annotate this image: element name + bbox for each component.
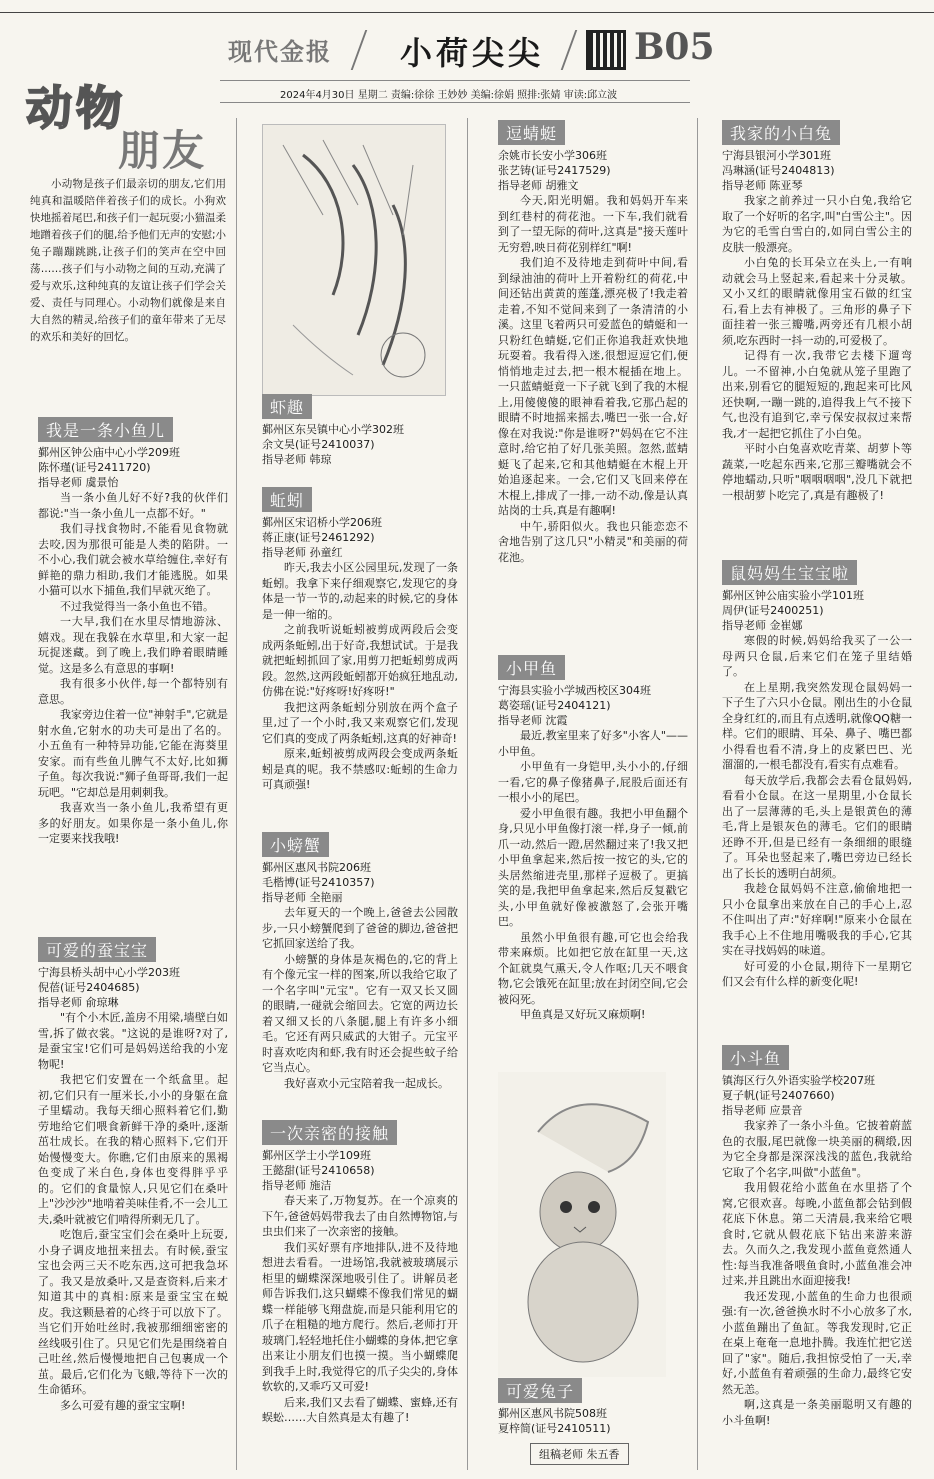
article-author: 夏子帆(证号2407660)	[722, 1089, 835, 1102]
article-teacher: 指导老师 施洁	[262, 1179, 332, 1192]
article-title: 鼠妈妈生宝宝啦	[722, 560, 857, 585]
article-teacher: 指导老师 应景音	[722, 1104, 803, 1117]
article-teacher: 指导老师 孙童红	[262, 546, 343, 559]
article-author: 张艺铸(证号2417529)	[498, 164, 611, 177]
intro-title-1: 动物	[26, 81, 126, 135]
article-author: 王懿甜(证号2410658)	[262, 1164, 375, 1177]
article-title: 小甲鱼	[498, 655, 565, 680]
article-author: 倪蓓(证号2404685)	[38, 981, 140, 994]
article-teacher: 指导老师 韩琼	[262, 453, 332, 466]
article-teacher: 指导老师 全艳丽	[262, 891, 343, 904]
article-school: 鄞州区惠风书院508班	[498, 1407, 607, 1420]
article-school: 鄞州区钟公庙实验小学101班	[722, 589, 864, 602]
article-title: 虾趣	[262, 394, 312, 419]
article-author: 陈怀瑾(证号2411720)	[38, 461, 151, 474]
page-number: B05	[634, 26, 715, 68]
article-white-rabbit: 我家的小白兔 宁海县银河小学301班 冯琳涵(证号2404813) 指导老师 陈亚琴 我家之前养过一只小白兔,我给它取了一个好听的名字,叫"白雪公主"。因为它的毛雪白雪白的,如同白雪公主的皮肤一般漂亮。 小白兔的长耳朵立在头上,一有响动就会马上竖起来,看起来十分灵敏。又小又红的眼睛就像用宝石做的红宝石,看上去有神极了。三角形的鼻子下面挂着一张三瓣嘴,两旁还有几根小胡须,吃东西时一抖一动的,可爱极了。 记得有一次,我带它去楼下遛弯儿。一不留神,小白兔就从笼子里跑了出来,别看它的腿短短的,跑起来可比风还快啊,一蹦一跳的,追得我上气不接下气,也没有追到它,幸亏保安叔叔过来帮我,才一起把它抓住了小白兔。 平时小白兔喜欢吃青菜、胡萝卜等蔬菜,一吃起东西来,它那三瓣嘴就会不停地蠕动,只听"咽咽咽咽",没几下就把一根胡萝卜吃完了,真是有趣极了!	[722, 120, 912, 560]
article-author: 周伊(证号2400251)	[722, 604, 824, 617]
article-author: 冯琳涵(证号2404813)	[722, 164, 835, 177]
article-title: 一次亲密的接触	[262, 1120, 397, 1145]
article-author: 毛楷博(证号2410357)	[262, 876, 375, 889]
article-title: 蚯蚓	[262, 487, 312, 512]
article-school: 镇海区行久外语实验学校207班	[722, 1074, 875, 1087]
article-school: 宁海县银河小学301班	[722, 149, 831, 162]
intro-title-2: 朋友	[118, 126, 207, 175]
article-earthworm: 蚯蚓 鄞州区宋诏桥小学206班 蒋正康(证号2461292) 指导老师 孙童红 昨天,我去小区公园里玩,发现了一条蚯蚓。我拿下来仔细观察它,发现它的身体是一节一节的,动起来的时候,它的身体是一伸一缩的。 之前我听说蚯蚓被剪成两段后会变成两条蚯蚓,出于好奇,我想试试。于是我就把蚯蚓抓回了家,用剪刀把蚯蚓剪成两段。忽然,这两段蚯蚓都开始疯狂地乱动,仿佛在说:"好疼呀!好疼呀!" 我把这两条蚯蚓分别放在两个盒子里,过了一个小时,我又来观察它们,发现它们真的变成了两条蚯蚓,这真的好神奇! 原来,蚯蚓被剪成两段会变成两条蚯蚓是真的呢。我不禁感叹:蚯蚓的生命力可真顽强!	[262, 487, 458, 817]
article-rabbit	[498, 1378, 688, 1438]
article-school: 鄞州区宋诏桥小学206班	[262, 516, 382, 529]
article-author: 夏梓简(证号2410511)	[498, 1422, 611, 1435]
section-title: 小荷尖尖	[400, 34, 545, 72]
article-title: 我是一条小鱼儿	[38, 417, 173, 442]
article-school: 鄞州区钟公庙中心小学209班	[38, 446, 180, 459]
article-title: 小螃蟹	[262, 832, 329, 857]
article-title: 小斗鱼	[722, 1045, 789, 1070]
article-betta-fish: 小斗鱼 镇海区行久外语实验学校207班 夏子帆(证号2407660) 指导老师 应景音 我家养了一条小斗鱼。它披着蔚蓝色的衣服,尾巴就像一块美丽的稠缎,因为它全身都是深深浅浅的蓝色,我就给它取了个名字,叫做"小蓝鱼"。 我用假花给小蓝鱼在水里搭了个窝,它很欢喜。每晚,小蓝鱼都会钻到假花底下休息。第二天清晨,我来给它喂食时,它就从假花底下钻出来游来游去。久而久之,我发现小蓝鱼竟然通人性:每当我准备喂鱼食时,小蓝鱼准会冲过来,并且跳出水面迎接我! 我还发现,小蓝鱼的生命力也很顽强:有一次,爸爸换水时不小心放多了水,小蓝鱼蹦出了鱼缸。等我发现时,它正在桌上奄奄一息地扑腾。我连忙把它送回了"家"。随后,我担惊受怕了一天,幸好,小蓝鱼有着顽强的生命力,最终它安然无恙。 啊,这真是一条美丽聪明又有趣的小斗鱼啊!	[722, 1045, 912, 1470]
article-teacher: 指导老师 虞景怡	[38, 476, 119, 489]
article-hamster: 鼠妈妈生宝宝啦 鄞州区钟公庙实验小学101班 周伊(证号2400251) 指导老师 金崔娜 寒假的时候,妈妈给我买了一公一母两只仓鼠,后来它们在笼子里结婚了。 在上星期,我突然发现仓鼠妈妈一下子生了六只小仓鼠。刚出生的小仓鼠全身红红的,而且有点透明,就像QQ糖一样。它们的眼睛、耳朵、鼻子、嘴巴都小得看也看不清,身上的皮紧巴巴、光溜溜的,一根毛都没有,看实有点难看。 每天放学后,我都会去看仓鼠妈妈,看看小仓鼠。在这一星期里,小仓鼠长出了一层薄薄的毛,头上是银黄色的薄毛,背上是银灰色的薄毛。它们的眼睛还睁不开,但是已经有一条细细的眼缝了。耳朵也竖起来了,嘴巴旁边已经长出了长长的透明白胡须。 我趁仓鼠妈妈不注意,偷偷地把一只小仓鼠拿出来放在自己的手心上,忍不住叫出了声:"好痒啊!"原来小仓鼠在我手心上不住地用嘴吸我的手心,它其实在寻找妈妈的味道。 好可爱的小仓鼠,期待下一星期它们又会有什么样的新变化呢!	[722, 560, 912, 1040]
rabbit-icon	[498, 1072, 666, 1377]
intro-text: 小动物是孩子们最亲切的朋友,它们用纯真和温暖陪伴着孩子们的成长。小狗欢快地摇着尾巴,和孩子们一起玩耍;小猫温柔地蹭着孩子们的腿,给予他们无声的安慰;小兔子蹦蹦跳跳,让孩子们的笑声在空中回荡……孩子们与小动物之间的互动,充满了爱与欢乐,这种纯真的友谊让孩子们学会关爱、责任与同理心。小动物们就像是来自大自然的精灵,给孩子们的童年带来了无尽的欢乐和美好的回忆。	[30, 178, 226, 343]
article-title: 我家的小白兔	[722, 120, 840, 145]
article-author: 蒋正康(证号2461292)	[262, 531, 375, 544]
article-school: 宁海县实验小学城西校区304班	[498, 684, 651, 697]
article-dragonfly: 逗蜻蜓 余姚市长安小学306班 张艺铸(证号2417529) 指导老师 胡雅文 今天,阳光明媚。我和妈妈开车来到红巷村的荷花池。一下车,我们就看到了一望无际的荷叶,这真是"接天莲叶无穷碧,映日荷花别样红"啊! 我们迫不及待地走到荷叶中间,看到绿油油的荷叶上开着粉红的荷花,中间还钻出黄黄的莲蓬,漂亮极了!我走着走着,不知不觉间来到了一条清清的小溪。这里飞着两只可爱蓝色的蜻蜓和一只粉红色蜻蜓,它们正你追我赶欢快地玩耍着。我看得入迷,很想逗逗它们,便悄悄地走过去,把一根木棍插在地上。一只蓝蜻蜓竟一下子就飞到了我的木棍上,用傻傻傻的眼神看着我,它那凸起的眼睛不时地摇来摇去,嘴巴一张一合,好像在对我说:"你是谁呀?"妈妈在它不注意时,给它拍了好几张美照。忽然,蓝蜻蜓飞了起来,它和其他蜻蜓在木棍上开始追逐起来。一会,它们又飞回来停在木棍上,排成了一排,一动不动,像是认真站岗的士兵,真是有趣啊! 中午,骄阳似火。我也只能恋恋不舍地告别了这几只"小精灵"和美丽的荷花池。	[498, 120, 688, 650]
article-title: 可爱的蚕宝宝	[38, 937, 156, 962]
article-teacher: 指导老师 胡雅文	[498, 179, 579, 192]
editor-credit-text: 组稿老师 朱五香	[539, 1448, 620, 1461]
article-silkworm: 可爱的蚕宝宝 宁海县桥头胡中心小学203班 倪蓓(证号2404685) 指导老师 俞琼琳 "有个小木匠,盖房不用梁,墙壁白如雪,拆了做衣裳。"这说的是谁呀?对了,是蚕宝宝!它们可是妈妈送给我的小宠物呢! 我把它们安置在一个纸盒里。起初,它们只有一厘米长,小小的身躯在盒子里蠕动。我每天细心照料着它们,勤劳地给它们喂食新鲜干净的桑叶,逐渐茁壮成长。在我的精心照料下,它们开始慢慢变大。你瞧,它们由原来的黑褐色变成了米白色,身体也变得胖乎乎的。它们的食量惊人,只见它们在桑叶上"沙沙沙"地啃着美味佳肴,不一会儿工夫,桑叶就被它们啃得所剩无几了。 吃饱后,蚕宝宝们会在桑叶上玩耍,小身子调皮地扭来扭去。有时候,蚕宝宝也会两三天不吃东西,这可把我急坏了。我又是放桑叶,又是查资料,后来才知道其中的真相:原来是蚕宝宝在蜕皮。我这颗悬着的心终于可以放下了。当它们开始吐丝时,我被那细细密密的丝线吸引住了。只见它们先是围绕着自己吐丝,然后慢慢地把自己包裹成一个茧。最后,它们化为飞蛾,等待下一次的生命循环。 多么可爱有趣的蚕宝宝啊!	[38, 937, 228, 1469]
masthead-slash	[351, 30, 368, 70]
shrimp-drawing	[262, 124, 446, 396]
article-teacher: 指导老师 沈霞	[498, 714, 568, 727]
masthead-slash-2	[561, 30, 578, 70]
article-insect-museum: 一次亲密的接触 鄞州区学士小学109班 王懿甜(证号2410658) 指导老师 施洁 春天来了,万物复苏。在一个凉爽的下午,爸爸妈妈带我去了由自然博物馆,与虫虫们来了一次亲密的接触。 我们买好票有序地排队,进不及待地想进去看看。一进场馆,我就被玻璃展示柜里的蝴蝶深深地吸引住了。讲解员老师告诉我们,这只蝴蝶不像我们常见的蝴蝶一样能够飞翔盘旋,而是只能利用它的爪子在粗糙的地方爬行。然后,老师打开玻璃门,轻轻地托住小蝴蝶的身体,把它拿出来让小朋友们也摸一摸。当小蝴蝶爬到我手上时,我觉得它的爪子尖尖的,身体软软的,又乖巧又可爱! 后来,我们又去看了蝴蝶、蜜蜂,还有蜈蚣……大自然真是太有趣了!	[262, 1120, 458, 1470]
article-author: 葛姿瑶(证号2404121)	[498, 699, 611, 712]
article-school: 鄞州区东吴镇中心小学302班	[262, 423, 404, 436]
qr-code-icon	[586, 30, 626, 70]
article-title: 可爱兔子	[498, 1378, 582, 1403]
editor-credit	[530, 1443, 629, 1465]
article-teacher: 指导老师 金崔娜	[722, 619, 803, 632]
article-shrimp	[262, 394, 458, 484]
article-title: 逗蜻蜓	[498, 120, 565, 145]
article-teacher: 指导老师 陈亚琴	[722, 179, 803, 192]
article-school: 余姚市长安小学306班	[498, 149, 607, 162]
article-teacher: 指导老师 俞琼琳	[38, 996, 119, 1009]
issue-info: 2024年4月30日 星期二 责编:徐徐 王妙妙 美编:徐娟 照排:张婧 审读:邱立波	[280, 90, 618, 101]
rabbit-drawing	[498, 1072, 666, 1377]
article-school: 鄞州区惠风书院206班	[262, 861, 371, 874]
article-fish: 我是一条小鱼儿 鄞州区钟公庙中心小学209班 陈怀瑾(证号2411720) 指导老师 虞景怡 当一条小鱼儿好不好?我的伙伴们都说:"当一条小鱼儿一点都不好。" 我们寻找食物时,不能看见食物就去咬,因为那很可能是人类的陷阱。一不小心,我们就会被水草给缠住,幸好有鲜艳的鼎力相助,我们才能逃脱。如果小猫可以水下捕鱼,我们早就灭绝了。 不过我觉得当一条小鱼也不错。 一大早,我们在水里尽情地游泳、嬉戏。现在我躲在水草里,和大家一起玩捉迷藏。到了晚上,我们睁着眼睛睡觉。这是多么有意思的事啊! 我有很多小伙伴,每一个都特别有意思。 我家旁边住着一位"神射手",它就是射水鱼,它射水的功夫可是出了名的。小五鱼有一种特异功能,它能在海葵里安家。而有些鱼儿脾气不太好,比如狮子鱼。每次我说:"狮子鱼哥哥,我们一起玩吧。"它却总是用刺刺我。 我喜欢当一条小鱼儿,我希望有更多的好朋友。如果你是一条小鱼儿,你一定要来找我哦!	[38, 417, 228, 937]
article-crab: 小螃蟹 鄞州区惠风书院206班 毛楷博(证号2410357) 指导老师 全艳丽 去年夏天的一个晚上,爸爸去公园散步,一只小螃蟹爬到了爸爸的脚边,爸爸把它抓回家送给了我。 小螃蟹的身体是灰褐色的,它的背上有个像元宝一样的图案,所以我给它取了一个名字叫"元宝"。它有一双又长又圆的眼睛,一碰就会缩回去。它宽的两边长着又细又长的八条腿,腿上有许多小细毛。它还有两只威武的大钳子。元宝平时喜欢吃肉和虾,我有时还会捉些蚊子给它当点心。 我好喜欢小元宝陪着我一起成长。	[262, 832, 458, 1117]
article-turtle: 小甲鱼 宁海县实验小学城西校区304班 葛姿瑶(证号2404121) 指导老师 沈霞 最近,教室里来了好多"小客人"——小甲鱼。 小甲鱼有一身铠甲,头小小的,仔细一看,它的鼻子像猪鼻子,屁股后面还有一根小小的尾巴。 爱小甲鱼很有趣。我把小甲鱼翻个身,只见小甲鱼像打滚一样,身子一倾,前爪一动,然后一蹬,居然翻过来了!我又把小甲鱼拿起来,然后按一按它的头,它的头居然缩进壳里,那样子逗极了。更搞笑的是,我把甲鱼拿起来,然后反复戳它头,小甲鱼就好像被激怒了,会张开嘴巴。 虽然小甲鱼很有趣,可它也会给我带来麻烦。比如把它放在缸里一天,这个缸就臭气熏天,令人作呕;几天不喂食物,它会饿死在缸里;放在封闭空间,它会被闷死。 甲鱼真是又好玩又麻烦啊!	[498, 655, 688, 1065]
article-school: 宁海县桥头胡中心小学203班	[38, 966, 180, 979]
article-school: 鄞州区学士小学109班	[262, 1149, 371, 1162]
brand-name: 现代金报	[228, 37, 332, 66]
shrimp-icon	[263, 125, 445, 395]
article-author: 余文昊(证号2410037)	[262, 438, 375, 451]
